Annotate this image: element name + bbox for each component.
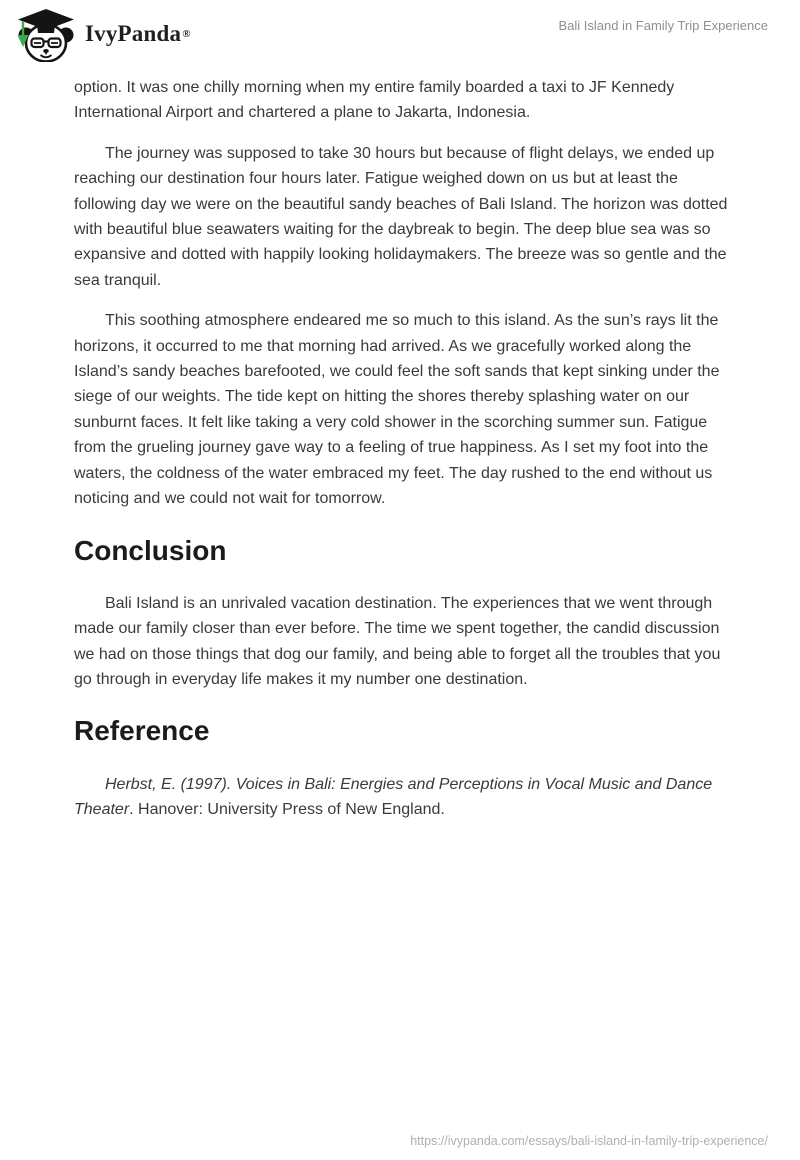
reference-entry [74, 772, 742, 823]
heading-conclusion: Conclusion [74, 534, 227, 566]
heading-reference: Reference [74, 715, 210, 747]
paragraph-conclusion: Bali Island is an unrivaled vacation destination. The experiences that we went through made our family closer than ever before. The time we spent together, the candid discussion we had on those things that dog our family, and being able to forget all the troubles that you go through in everyday life makes it my number one destination. [74, 594, 721, 688]
registered-mark: ® [182, 28, 191, 40]
paragraph-soothing: This soothing atmosphere endeared me so much to this island. As the sun’s rays lit the horizons, it occurred to me that morning had arrived. As we gracefully worked along the Island’s sandy beaches barefooted, we could feel the soft sands that kept sinking under the siege of our weights. The tide kept on hitting the shores thereby splashing water on our sunburnt faces. It felt like taking a very cold shower in the scorching summer sun. Fatigue from the grueling journey gave way to a feeling of true happiness. As I set my foot into the waters, the coldness of the water embraced my feet. The day rushed to the end without us noticing and we could not wait for tomorrow. [74, 312, 720, 508]
page-header [0, 0, 800, 62]
source-url: https://ivypanda.com/essays/bali-island-in-family-trip-experience/ [410, 1134, 768, 1148]
page-footer [410, 1134, 768, 1148]
paragraph-intro-continuation: option. It was one chilly morning when my entire family boarded a taxi to JF Kennedy International Airport and chartered a plane to Jakarta, Indonesia. [74, 79, 675, 122]
panda-graduate-icon [14, 6, 76, 62]
document-title: Bali Island in Family Trip Experience [558, 18, 768, 33]
reference-italic-part: Herbst, E. (1997). Voices in Bali: Energies and Perceptions in Vocal Music and Dance Theater [74, 775, 713, 818]
essay-content [74, 75, 742, 822]
paragraph-journey: The journey was supposed to take 30 hours but because of flight delays, we ended up reaching our destination four hours later. Fatigue weighed down on us but at least the following day we were on the beautiful sandy beaches of Bali Island. The horizon was dotted with beautiful blue seawaters waiting for the daybreak to begin. The deep blue sea was so expansive and dotted with happily looking holidaymakers. The breeze was so gentle and the sea tranquil. [74, 144, 728, 289]
brand-logo[interactable] [14, 6, 190, 62]
reference-roman-part: . Hanover: University Press of New England. [129, 800, 445, 818]
brand-name: IvyPanda [85, 21, 182, 46]
